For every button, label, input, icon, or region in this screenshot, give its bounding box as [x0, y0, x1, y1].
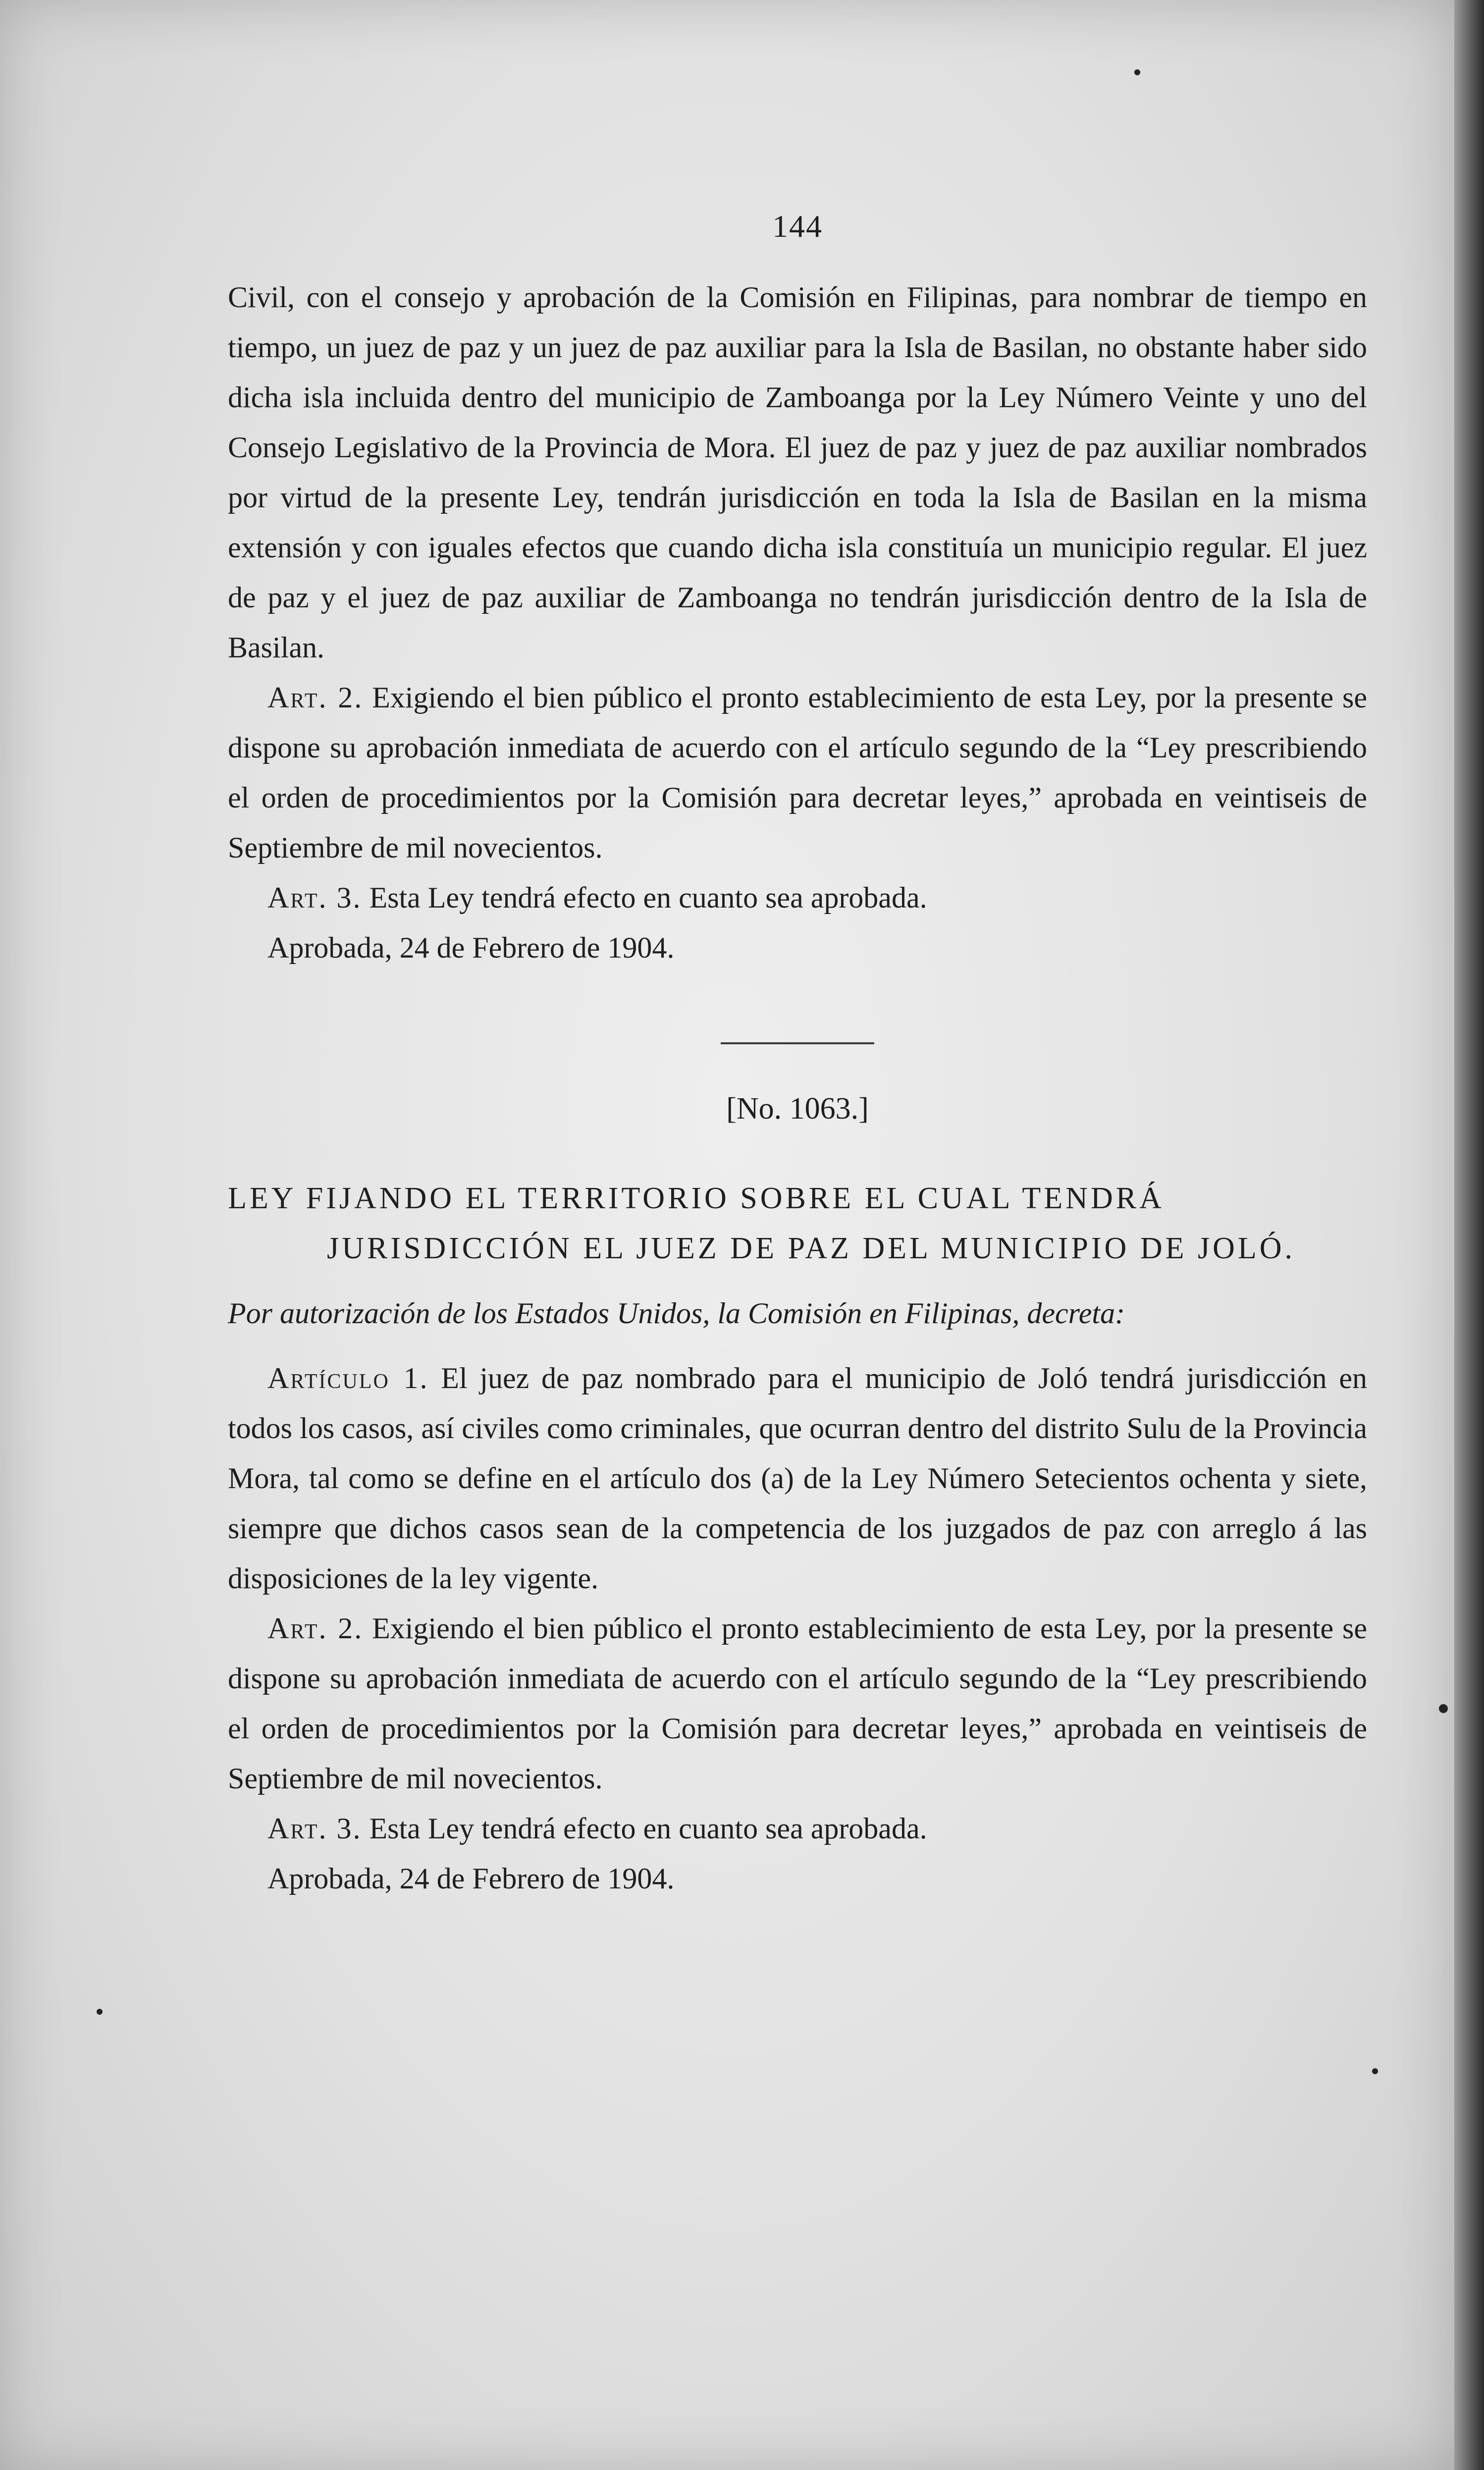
continuation-article-3 [228, 873, 1367, 923]
article-text: El juez de paz nombrado para el municipio de Joló tendrá jurisdicción en todos los casos, así civiles como criminales, que ocurran dentro del distrito Sulu de la Provincia Mora, tal como se define en el artículo dos (a) de la Ley Número Setecientos ochenta y siete, siempre que dichos casos sean de la competencia de los juzgados de paz con arreglo á las disposiciones de la ley vigente. [228, 1362, 1368, 1595]
continuation-article-2 [228, 673, 1367, 873]
ink-spot [97, 2009, 103, 2015]
enacting-clause: Por autorización de los Estados Unidos, la Comisión en Filipinas, decreta: [228, 1297, 1125, 1330]
act-approval-date: Aprobada, 24 de Febrero de 1904. [267, 1862, 675, 1895]
act-article-1 [228, 1353, 1367, 1604]
article-text: Esta Ley tendrá efecto en cuanto sea aprobada. [369, 1812, 927, 1845]
article-text: Exigiendo el bien público el pronto establecimiento de esta Ley, por la presente se dispone su aprobación inmediata de acuerdo con el artículo segundo de la “Ley prescribiendo el orden de procedimientos por la Comisión para decretar leyes,” aprobada en veintiseis de Septiembre de mil novecientos. [228, 1612, 1367, 1795]
act-number: [No. 1063.] [726, 1092, 869, 1126]
act-article-2 [228, 1604, 1367, 1804]
article-text: Esta Ley tendrá efecto en cuanto sea aprobada. [369, 881, 927, 914]
article-label: Art. 3. [267, 881, 362, 914]
article-label: Art. 2. [267, 681, 364, 714]
article-label: Artículo 1. [267, 1362, 429, 1395]
article-label: Art. 2. [267, 1612, 364, 1645]
ink-spot [1439, 1704, 1448, 1713]
article-label: Art. 3. [267, 1812, 362, 1845]
act-article-3 [228, 1804, 1367, 1854]
act-title: LEY FIJANDO EL TERRITORIO SOBRE EL CUAL TENDRÁ JURISDICCIÓN EL JUEZ DE PAZ DEL MUNICIPIO DE JOLÓ. [228, 1181, 1296, 1265]
book-spine-edge [1454, 0, 1484, 2470]
page-number: 144 [772, 209, 823, 244]
article-text: Exigiendo el bien público el pronto establecimiento de esta Ley, por la presente se dispone su aprobación inmediata de acuerdo con el artículo segundo de la “Ley prescribiendo el orden de procedimientos por la Comisión para decretar leyes,” aprobada en veintiseis de Septiembre de mil novecientos. [228, 681, 1367, 864]
section-divider [721, 1042, 874, 1044]
continuation-approval-date: Aprobada, 24 de Febrero de 1904. [267, 931, 675, 964]
ink-spot [1372, 2068, 1378, 2074]
page-content [228, 208, 1367, 1904]
ink-spot [1134, 69, 1140, 75]
continuation-paragraph: Civil, con el consejo y aprobación de la Comisión en Filipinas, para nombrar de tiempo en tiempo, un juez de paz y un juez de paz auxiliar para la Isla de Basilan, no obstante haber sido dicha isla incluida dentro del municipio de Zamboanga por la Ley Número Veinte y uno del Consejo Legislativo de la Provincia de Mora. El juez de paz y juez de paz auxiliar nombrados por virtud de la presente Ley, tendrán jurisdicción en toda la Isla de Basilan en la misma extensión y con iguales efectos que cuando dicha isla constituía un municipio regular. El juez de paz y el juez de paz auxiliar de Zamboanga no tendrán jurisdicción dentro de la Isla de Basilan. [228, 281, 1367, 664]
